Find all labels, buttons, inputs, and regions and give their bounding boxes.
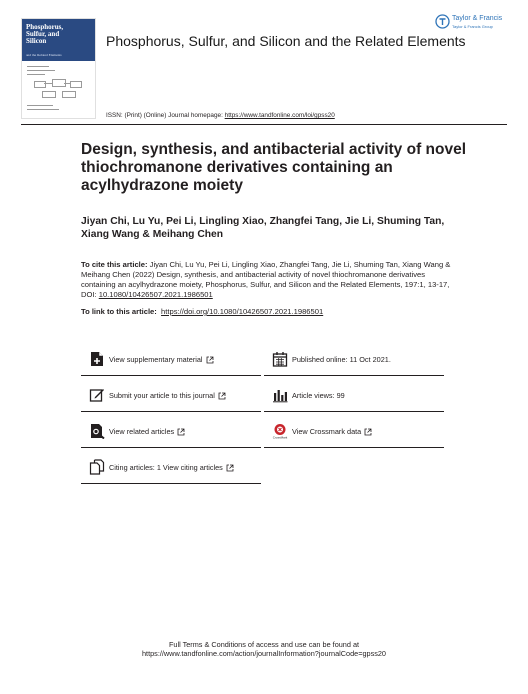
article-link-line bbox=[81, 307, 451, 316]
issn-line: ISSN: (Print) (Online) Journal homepage: https://www.tandfonline.com/loi/gpss20 bbox=[106, 112, 335, 119]
external-link-icon bbox=[364, 428, 372, 436]
view-citing-articles[interactable]: Citing articles: 1 View citing articles bbox=[81, 454, 261, 484]
copy-documents-icon bbox=[89, 459, 105, 475]
header-divider bbox=[21, 124, 507, 125]
cover-subtitle: and the Related Elements bbox=[26, 53, 62, 57]
journal-title: Phosphorus, Sulfur, and Silicon and the Related Elements bbox=[106, 33, 466, 49]
search-document-icon bbox=[89, 423, 105, 439]
article-authors: Jiyan Chi, Lu Yu, Pei Li, Lingling Xiao, Zhangfei Tang, Jie Li, Shuming Tan, Xiang Wang & Meihang Chen bbox=[81, 216, 445, 240]
crossmark-logo-text: CrossMark bbox=[272, 435, 288, 439]
publisher-tagline: Taylor & Francis Group bbox=[452, 24, 493, 29]
article-views bbox=[264, 382, 444, 412]
view-related-articles[interactable]: View related articles bbox=[81, 418, 261, 448]
crossmark-icon bbox=[272, 423, 288, 439]
journal-homepage-link[interactable]: https://www.tandfonline.com/loi/gpss20 bbox=[224, 112, 335, 119]
citation-doi-link[interactable]: 10.1080/10426507.2021.1986501 bbox=[98, 290, 213, 299]
terms-text: Full Terms & Conditions of access and use can be found at bbox=[168, 640, 360, 649]
view-supplementary-material[interactable]: View supplementary material bbox=[81, 346, 261, 376]
view-crossmark-data[interactable]: CrossMark View Crossmark data bbox=[264, 418, 444, 448]
calendar-icon bbox=[272, 351, 288, 367]
external-link-icon bbox=[206, 356, 214, 364]
cite-label: To cite this article: bbox=[81, 260, 148, 269]
published-online-text: Published online: 11 Oct 2021. bbox=[292, 355, 391, 364]
journal-cover-thumbnail bbox=[21, 18, 96, 119]
journal-information-link[interactable]: https://www.tandfonline.com/action/journalInformation?journalCode=gpss20 bbox=[142, 649, 386, 658]
article-doi-link[interactable]: https://doi.org/10.1080/10426507.2021.1986501 bbox=[161, 307, 324, 316]
submit-article-link[interactable]: Submit your article to this journal bbox=[81, 382, 261, 412]
publisher-name: Taylor & Francis bbox=[452, 15, 503, 22]
citation-text: Jiyan Chi, Lu Yu, Pei Li, Lingling Xiao, Zhangfei Tang, Jie Li, Shuming Tan, Xiang Wang & Meihang Chen (2022) Design, synthesis, and antibacterial activity of novel thiochromanone derivatives containing an acylhydrazone moiety, Phosphorus, Sulfur, and Silicon and the Related Elements, 197:1, 13-17, DOI: bbox=[81, 260, 451, 299]
edit-icon bbox=[89, 387, 105, 403]
taylor-francis-logo-icon bbox=[435, 14, 450, 29]
article-title: Design, synthesis, and antibacterial activity of novel thiochromanone derivatives containing an acylhydrazone moiety bbox=[81, 141, 467, 194]
cover-title: Phosphorus, Sulfur, and Silicon bbox=[26, 23, 64, 45]
article-views-text: Article views: 99 bbox=[292, 391, 345, 400]
document-plus-icon bbox=[89, 351, 105, 367]
link-label: To link to this article: bbox=[81, 307, 157, 316]
external-link-icon bbox=[226, 464, 234, 472]
bar-chart-icon bbox=[272, 387, 288, 403]
external-link-icon bbox=[177, 428, 185, 436]
terms-footer bbox=[0, 640, 528, 658]
citation-block bbox=[81, 260, 451, 300]
published-online-date bbox=[264, 346, 444, 376]
external-link-icon bbox=[218, 392, 226, 400]
publisher-logo[interactable] bbox=[435, 14, 515, 36]
